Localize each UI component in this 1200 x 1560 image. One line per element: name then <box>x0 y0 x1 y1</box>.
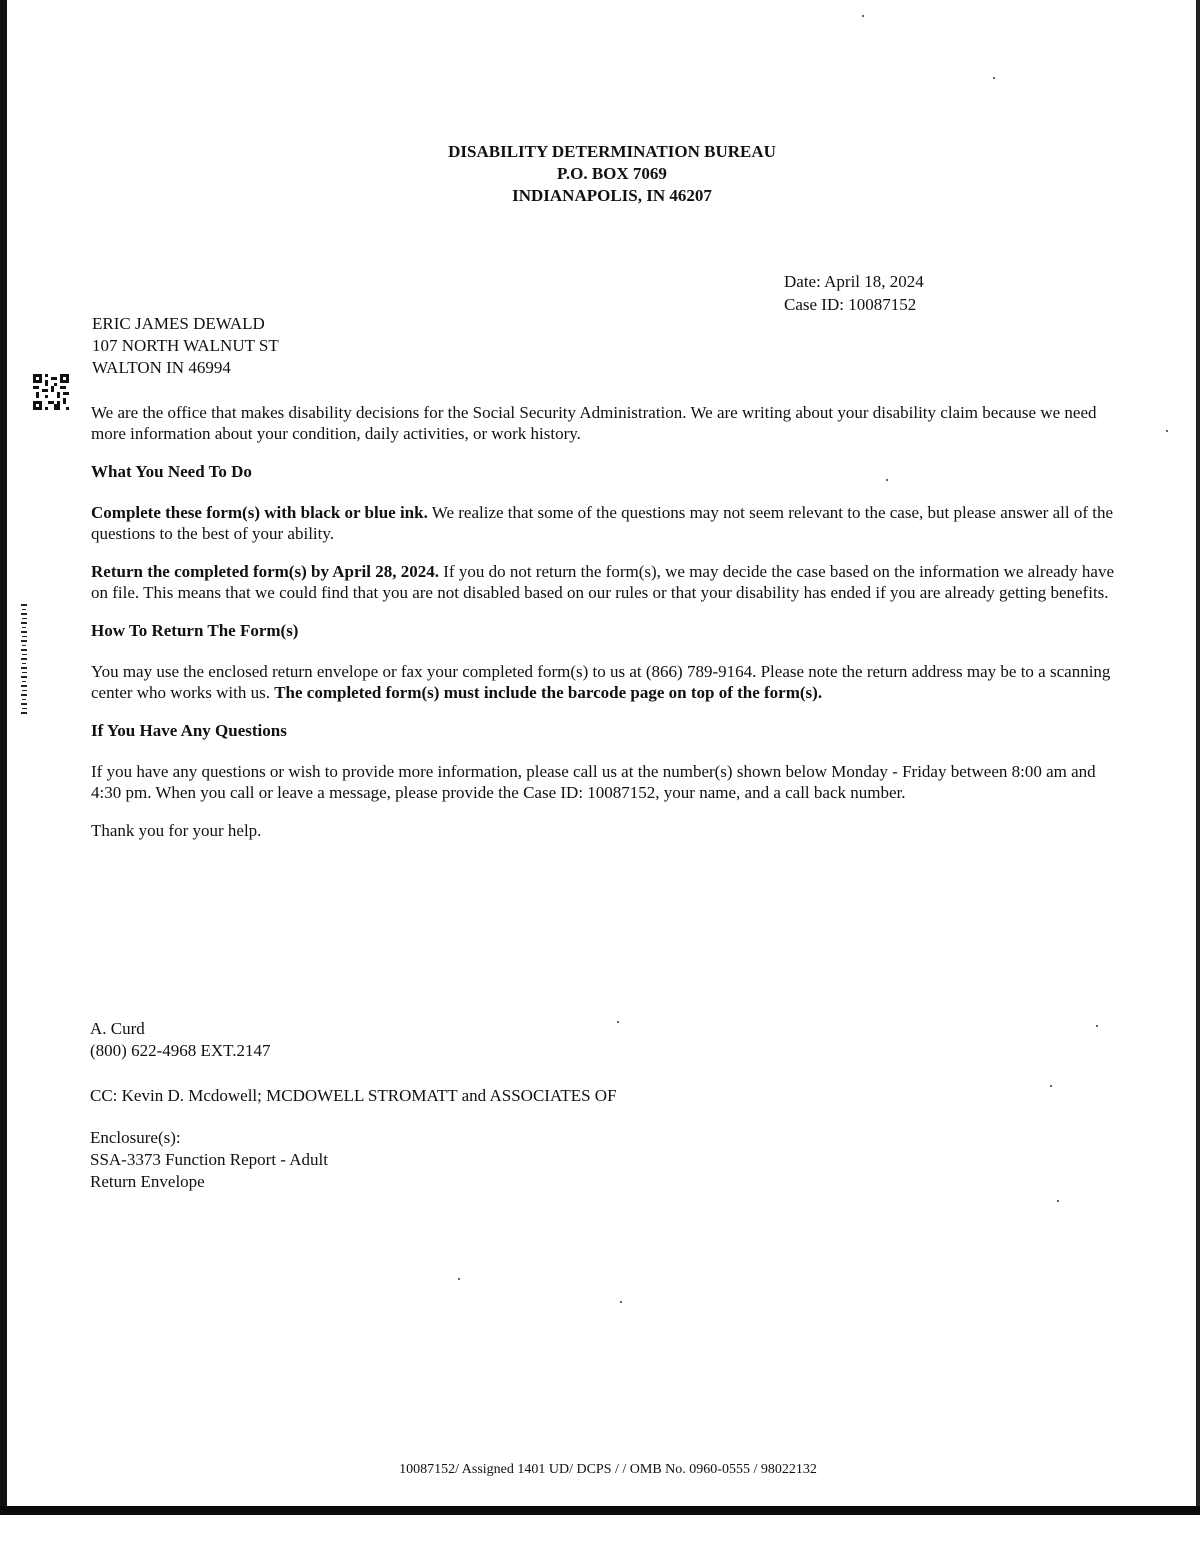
recipient-street: 107 NORTH WALNUT ST <box>92 336 279 355</box>
enclosures-label: Enclosure(s): <box>90 1128 181 1147</box>
return-method-paragraph <box>91 661 1115 703</box>
scan-speck <box>1050 1085 1052 1087</box>
footer-reference: 10087152/ Assigned 1401 UD/ DCPS / / OMB No. 0960-0555 / 98022132 <box>399 1462 817 1477</box>
header-city: INDIANAPOLIS, IN 46207 <box>512 186 712 205</box>
side-barcode-icon <box>20 604 28 716</box>
letter-body <box>91 402 1115 858</box>
scan-speck <box>1166 430 1168 432</box>
heading-questions: If You Have Any Questions <box>91 721 287 740</box>
scan-speck <box>458 1278 460 1280</box>
header-po-box: P.O. BOX 7069 <box>557 164 667 183</box>
return-method-text: You may use the enclosed return envelope or fax your completed form(s) to us at (866) 789-9164. Please note the return address may be to a scanning center who works with us. <box>91 662 1111 702</box>
enclosure-item: SSA-3373 Function Report - Adult <box>90 1150 329 1169</box>
scan-speck <box>1096 1025 1098 1027</box>
letter-meta <box>784 270 924 316</box>
letter-date: Date: April 18, 2024 <box>784 272 924 291</box>
return-deadline-paragraph <box>91 561 1115 603</box>
scan-speck <box>617 1021 619 1023</box>
heading-how-to-return: How To Return The Form(s) <box>91 621 299 640</box>
complete-forms-paragraph <box>91 502 1115 544</box>
scan-edge-bottom <box>0 1506 1200 1515</box>
thanks-line: Thank you for your help. <box>91 821 262 840</box>
cc-line: CC: Kevin D. Mcdowell; MCDOWELL STROMATT and ASSOCIATES OF <box>90 1086 617 1105</box>
recipient-city: WALTON IN 46994 <box>92 358 231 377</box>
barcode-requirement-emphasis: The completed form(s) must include the barcode page on top of the form(s). <box>274 683 823 702</box>
scan-speck <box>886 479 888 481</box>
scan-speck <box>620 1301 622 1303</box>
letter-header <box>300 141 924 207</box>
return-deadline-text: If you do not return the form(s), we may decide the case based on the information we already have on file. This means that we could find that you are not disabled based on our rules or that your disability has ended if you are already getting benefits. <box>91 562 1115 602</box>
intro-paragraph: We are the office that makes disability decisions for the Social Security Administration. We are writing about your disability claim because we need more information about your condition, daily activities, or work history. <box>91 403 1097 443</box>
questions-paragraph: If you have any questions or wish to provide more information, please call us at the number(s) shown below Monday - Friday between 8:00 am and 4:30 pm. When you call or leave a message, please provide the Case ID: 10087152, your name, and a call back number. <box>91 762 1096 802</box>
scan-speck <box>1057 1200 1059 1202</box>
enclosure-item: Return Envelope <box>90 1172 205 1191</box>
complete-forms-text: We realize that some of the questions may not seem relevant to the case, but please answer all of the questions to the best of your ability. <box>91 503 1114 543</box>
recipient-address <box>92 313 279 379</box>
scan-speck <box>993 77 995 79</box>
signer-phone: (800) 622-4968 EXT.2147 <box>90 1041 271 1060</box>
signature-block <box>90 1018 271 1062</box>
header-org-name: DISABILITY DETERMINATION BUREAU <box>448 142 776 161</box>
enclosures-block <box>90 1127 328 1193</box>
return-deadline-emphasis: Return the completed form(s) by April 28, 2024. <box>91 562 439 581</box>
scan-speck <box>862 15 864 17</box>
case-id: Case ID: 10087152 <box>784 295 917 314</box>
recipient-name: ERIC JAMES DEWALD <box>92 314 265 333</box>
qr-code-icon <box>32 374 70 410</box>
signer-name: A. Curd <box>90 1019 145 1038</box>
heading-what-you-need-to-do: What You Need To Do <box>91 462 252 481</box>
complete-forms-emphasis: Complete these form(s) with black or blue ink. <box>91 503 428 522</box>
